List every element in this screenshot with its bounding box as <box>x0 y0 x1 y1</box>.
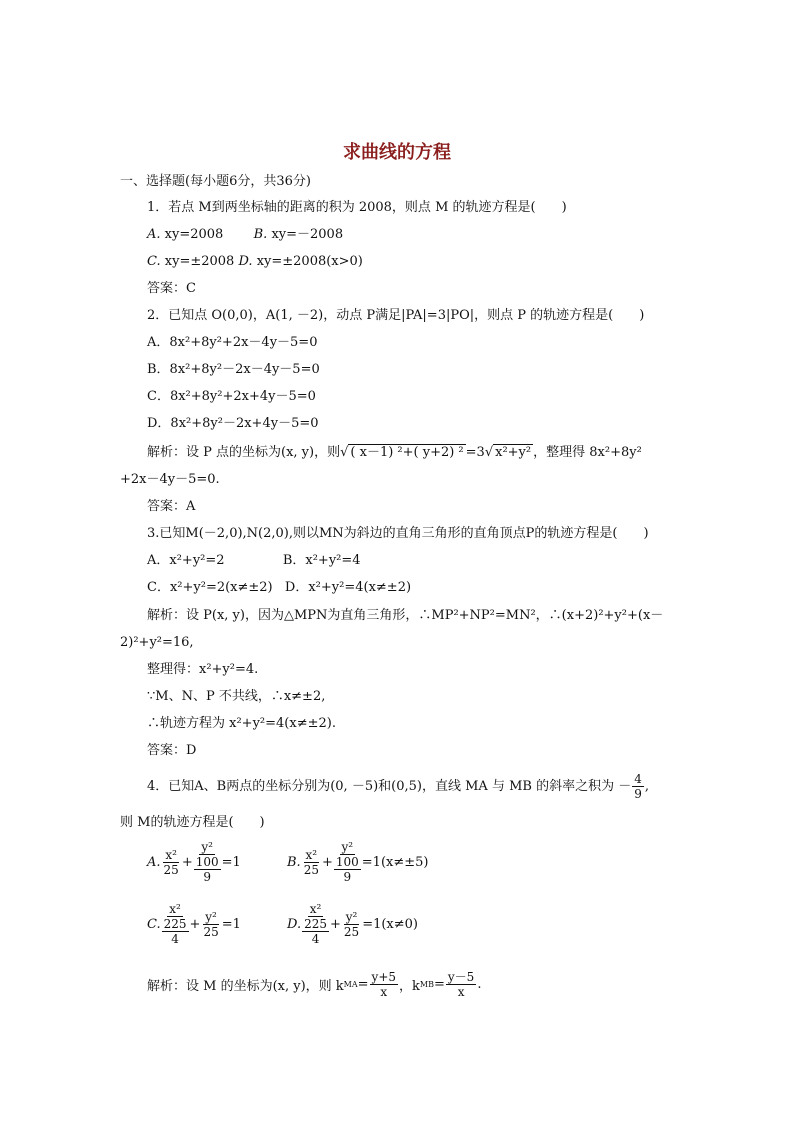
q3-optb: B．x²+y²=4 <box>282 553 361 568</box>
q4-optd-n4: 4 <box>311 932 320 946</box>
q3-answer: 答案：D <box>147 743 197 758</box>
q4-optc-plus: + <box>189 916 201 932</box>
q3-optc: C．x²+y²=2(x≠±2) <box>147 580 273 595</box>
q4-optb-plus: + <box>321 854 333 870</box>
q4-stem-frac-den: 9 <box>634 787 642 801</box>
q4-opta-n9: 9 <box>203 870 211 884</box>
q1-optd: xy=±2008(x>0) <box>256 254 363 269</box>
q3-sol2: 2)²+y²=16, <box>120 635 194 650</box>
q4-optc-eq: =1 <box>221 916 241 932</box>
q1-opta: xy=2008 <box>164 227 224 242</box>
q1-stem: 1．若点 M到两坐标轴的距离的积为 2008，则点 M 的轨迹方程是( ) <box>147 200 567 215</box>
q4-optb-frac1-num: x² <box>305 847 318 862</box>
q2-sol-eq: =3 <box>465 445 485 460</box>
q3-options-cd <box>147 580 411 596</box>
q2-optb: B．8x²+8y²－2x－4y－5=0 <box>147 362 320 377</box>
q3-sol4: ∵M、N、P 不共线，∴x≠±2, <box>147 689 326 704</box>
q4-optc-n225: 225 <box>163 917 187 931</box>
q1-optb: xy=－2008 <box>271 227 344 242</box>
q4-optb-n100: 100 <box>335 855 359 869</box>
q4-optc-frac1 <box>162 902 189 946</box>
q4-optc-label: C. <box>147 916 161 932</box>
q3-opta: A．x²+y²=2 <box>147 553 225 568</box>
q4-stem-suffix: , <box>644 779 649 794</box>
q4-opta-frac1 <box>162 848 181 877</box>
q1-answer: 答案：C <box>147 281 196 296</box>
q1-optd-label: D. <box>238 254 253 269</box>
q4-stem <box>147 770 649 804</box>
q3-sol3: 整理得：x²+y²=4. <box>147 662 259 677</box>
q4-optb-frac1-den: 25 <box>303 862 319 877</box>
q1-optc-label: C. <box>147 254 161 269</box>
q4-sol-mid: ，k <box>399 979 420 994</box>
q2-solution-line2: +2x－4y－5=0. <box>120 472 220 487</box>
q2-stem: 2．已知点 O(0,0)，A(1, －2)，动点 P满足|PA|=3|PO|，则点 P 的轨迹方程是( ) <box>147 308 645 323</box>
q4-optc-frac1-num: x² <box>169 902 181 916</box>
q4-optd-plus: + <box>330 916 341 932</box>
q1-optb-label: B. <box>253 227 268 242</box>
q2-sol-prefix: 解析：设 P 点的坐标为(x, y)，则 <box>147 445 341 460</box>
q4-optd-frac2-den: 25 <box>343 924 360 939</box>
q4-optb-label: B. <box>287 854 301 870</box>
q4-optc-n4: 4 <box>171 932 179 946</box>
q4-optd-n225: 225 <box>304 917 327 931</box>
q4-opta <box>147 840 241 884</box>
q4-sol-end: . <box>477 977 482 992</box>
q2-sol-root1: ( x－1) ²+( y+2) ² <box>350 445 464 460</box>
q4-sol-frac1 <box>370 970 398 999</box>
q4-sol-eq2: = <box>433 977 445 992</box>
q4-opta-plus: + <box>181 854 193 870</box>
q4-optd-frac1 <box>302 902 329 946</box>
q4-sol-frac1-num: y+5 <box>371 970 397 984</box>
q4-optb-frac2-den <box>334 855 361 884</box>
q4-sol-frac2-den: x <box>457 985 465 999</box>
q4-stem-fraction <box>632 772 644 801</box>
q4-sol-frac2 <box>446 970 476 999</box>
q2-opta: A．8x²+8y²+2x－4y－5=0 <box>147 335 318 350</box>
q4-opta-frac2-den <box>194 855 221 884</box>
q1-optc: xy=±2008 <box>164 254 235 269</box>
q4-solution <box>147 970 481 999</box>
q4-opta-eq: =1 <box>221 854 241 870</box>
page-title: 求曲线的方程 <box>343 142 451 163</box>
q2-sol-suffix: ，整理得 8x²+8y² <box>533 445 642 460</box>
q4-optb-cond: =1(x≠±5) <box>361 854 429 870</box>
q2-sol-root2: x²+y² <box>495 445 532 460</box>
q4-sol-eq1: = <box>357 977 369 992</box>
q4-opta-frac1-num: x² <box>165 847 177 862</box>
q2-solution: 解析：设 P 点的坐标为(x, y)，则√ ( x－1) ²+( y+2) ² =3√ x²+y² ，整理得 8x²+8y² <box>147 445 642 460</box>
q4-optd-frac1-den <box>302 917 329 946</box>
q3-sol1: 解析：设 P(x, y)，因为△MPN为直角三角形，∴MP²+NP²=MN²，∴(x+2)²+y²+(x－ <box>147 608 664 623</box>
q2-optd: D．8x²+8y²－2x+4y－5=0 <box>147 416 319 431</box>
q4-stem-prefix: 4．已知A、B两点的坐标分别为(0, －5)和(0,5)，直线 MA 与 MB 的斜率之积为 － <box>147 779 632 794</box>
q4-optd-label: D. <box>287 916 302 932</box>
q2-answer: 答案：A <box>147 499 196 514</box>
q4-opta-frac1-den: 25 <box>163 862 179 877</box>
q4-optc-frac1-den <box>162 917 189 946</box>
section-heading: 一、选择题(每小题6分，共36分) <box>120 174 311 189</box>
q4-optc-frac2-num: y² <box>205 909 217 924</box>
q4-sol-sub-ma: MA <box>343 980 358 989</box>
q4-optb <box>287 840 428 884</box>
q4-optb-frac2-num: y² <box>341 840 354 854</box>
q4-sol-frac1-den: x <box>380 985 388 999</box>
q4-optb-frac2 <box>334 840 361 884</box>
q2-optc: C．8x²+8y²+2x+4y－5=0 <box>147 389 316 404</box>
q4-stem-line2: 则 M的轨迹方程是( ) <box>120 815 265 830</box>
q4-opta-frac2-num: y² <box>201 840 213 854</box>
q4-optb-frac1 <box>302 848 321 877</box>
q4-sol-prefix: 解析：设 M 的坐标为(x, y)，则 k <box>147 979 344 994</box>
q4-opta-n100: 100 <box>195 855 219 869</box>
q1-options-cd <box>147 254 363 270</box>
q4-opta-frac2 <box>194 840 221 884</box>
q4-optd-cond: =1(x≠0) <box>362 916 418 932</box>
q4-stem-frac-num: 4 <box>634 772 642 786</box>
q4-optd-frac1-num: x² <box>309 902 322 916</box>
q3-stem: 3.已知M(－2,0),N(2,0),则以MN为斜边的直角三角形的直角顶点P的轨迹方程是( ) <box>147 526 649 541</box>
q4-optb-n9: 9 <box>343 870 352 884</box>
q3-sol5: ∴轨迹方程为 x²+y²=4(x≠±2). <box>147 716 336 731</box>
q4-optd-frac2-num: y² <box>345 909 358 924</box>
q4-optc <box>147 902 241 946</box>
q4-optc-frac2 <box>201 910 220 939</box>
q4-sol-sub-mb: MB <box>419 980 434 989</box>
q3-optd: D．x²+y²=4(x≠±2) <box>284 580 412 595</box>
q4-optd <box>287 902 418 946</box>
q1-options-ab <box>147 227 343 243</box>
q4-optd-frac2 <box>342 910 361 939</box>
q4-optc-frac2-den: 25 <box>203 924 219 939</box>
q3-options-ab <box>147 553 361 569</box>
q1-opta-label: A. <box>147 227 161 242</box>
q4-opta-label: A. <box>147 854 161 870</box>
q4-sol-frac2-num: y－5 <box>447 970 475 984</box>
